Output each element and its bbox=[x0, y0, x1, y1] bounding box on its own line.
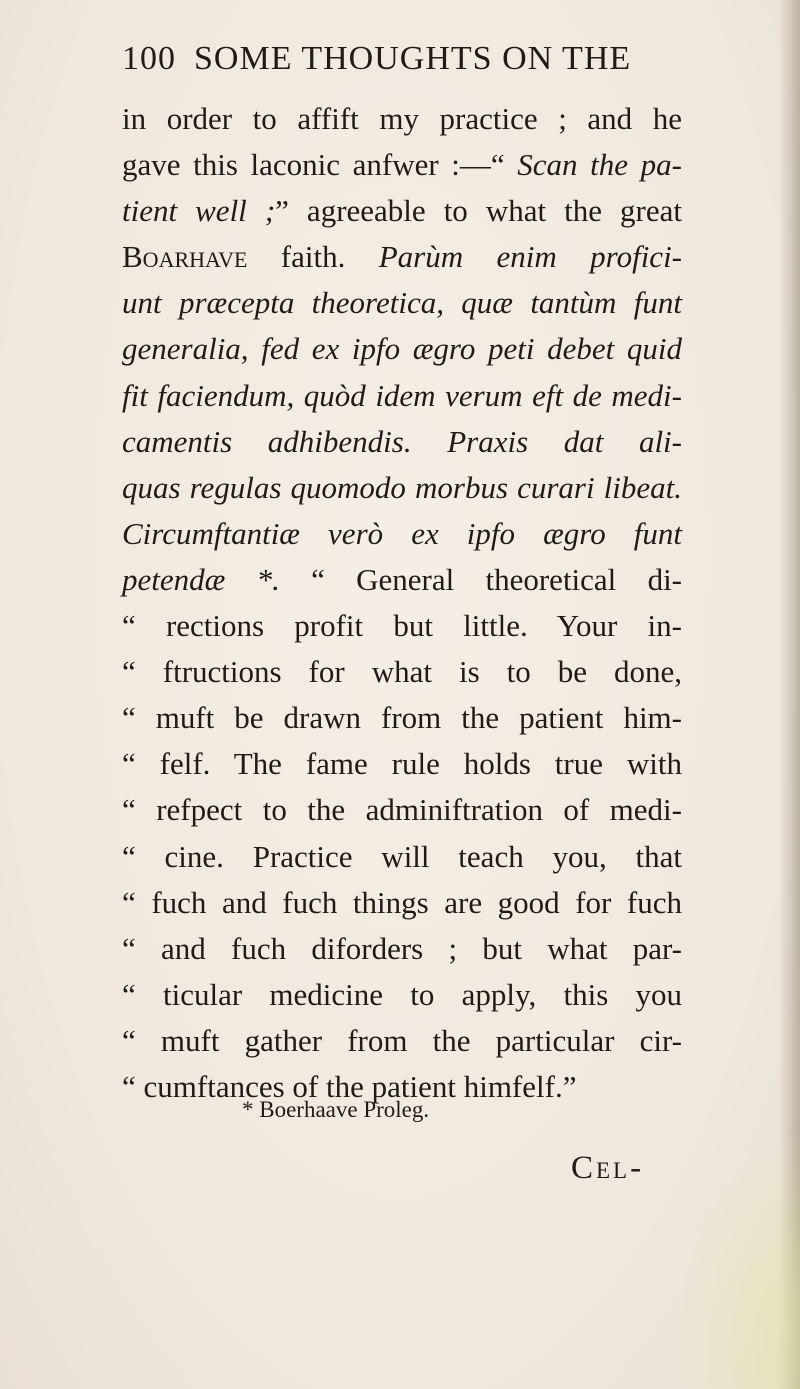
text-line bbox=[122, 880, 682, 926]
text-line bbox=[122, 834, 682, 880]
text-run: “ cumftances of the patient himfelf.” bbox=[122, 1068, 577, 1104]
text-run: unt præcepta theoretica, quæ tantùm funt bbox=[122, 285, 682, 321]
catchword: Cel- bbox=[571, 1150, 645, 1186]
text-run: in order to affift my practice ; and he bbox=[122, 101, 682, 136]
text-run: “ General theoretical di- bbox=[279, 561, 682, 597]
text-run: ” agreeable to what the great bbox=[275, 193, 682, 229]
text-run: camentis adhibendis. Praxis dat ali- bbox=[122, 423, 682, 459]
text-line bbox=[122, 557, 682, 603]
text-run: “ muft be drawn from the patient him- bbox=[122, 700, 682, 736]
text-run: Scan the pa- bbox=[517, 147, 682, 183]
text-line bbox=[122, 373, 682, 419]
text-run: quas regulas quomodo morbus curari libeat. bbox=[122, 469, 682, 505]
page-number: 100 bbox=[122, 40, 176, 77]
text-line bbox=[122, 142, 682, 188]
text-run: generalia, fed ex ipfo ægro peti debet quid bbox=[122, 331, 682, 367]
text-run: faith. bbox=[247, 239, 379, 275]
text-run: “ cine. Practice will teach you, that bbox=[122, 838, 682, 874]
text-run: gave this laconic anfwer :—“ bbox=[122, 147, 518, 183]
running-header bbox=[122, 40, 631, 78]
text-line bbox=[122, 511, 682, 557]
text-line bbox=[122, 1018, 682, 1064]
text-line bbox=[122, 96, 682, 142]
text-line bbox=[122, 188, 682, 234]
text-run: petendæ *. bbox=[122, 561, 280, 597]
text-run: “ refpect to the adminiftration of medi- bbox=[122, 792, 682, 828]
text-line bbox=[122, 326, 682, 372]
page-edge-stain bbox=[670, 1130, 800, 1389]
text-run: “ muft gather from the particular cir- bbox=[122, 1022, 682, 1058]
text-line bbox=[122, 649, 682, 695]
text-line bbox=[122, 280, 682, 326]
text-run: Boarhave bbox=[122, 239, 248, 275]
body-text bbox=[122, 96, 682, 1110]
text-line bbox=[122, 926, 682, 972]
footnote: * Boerhaave Proleg. bbox=[242, 1097, 430, 1122]
text-line bbox=[122, 787, 682, 833]
text-line bbox=[122, 419, 682, 465]
text-line bbox=[122, 603, 682, 649]
text-line bbox=[122, 234, 682, 280]
text-line bbox=[122, 695, 682, 741]
text-run: Parùm enim profici- bbox=[378, 239, 683, 275]
text-run: “ rections profit but little. Your in- bbox=[122, 608, 682, 644]
text-run: tient well ; bbox=[122, 193, 276, 229]
text-run: “ and fuch diforders ; but what par- bbox=[122, 930, 682, 966]
text-run: “ ftructions for what is to be done, bbox=[122, 654, 682, 690]
text-line bbox=[122, 741, 682, 787]
text-run: “ felf. The fame rule holds true with bbox=[122, 746, 682, 782]
text-run: fit faciendum, quòd idem verum eft de medi- bbox=[122, 377, 682, 413]
text-run: “ ticular medicine to apply, this you bbox=[122, 976, 682, 1012]
text-line bbox=[122, 465, 682, 511]
text-run: “ fuch and fuch things are good for fuch bbox=[122, 884, 682, 920]
text-line bbox=[122, 972, 682, 1018]
text-run: Circumftantiæ verò ex ipfo ægro funt bbox=[122, 515, 682, 551]
running-title: SOME THOUGHTS ON THE bbox=[194, 40, 632, 77]
